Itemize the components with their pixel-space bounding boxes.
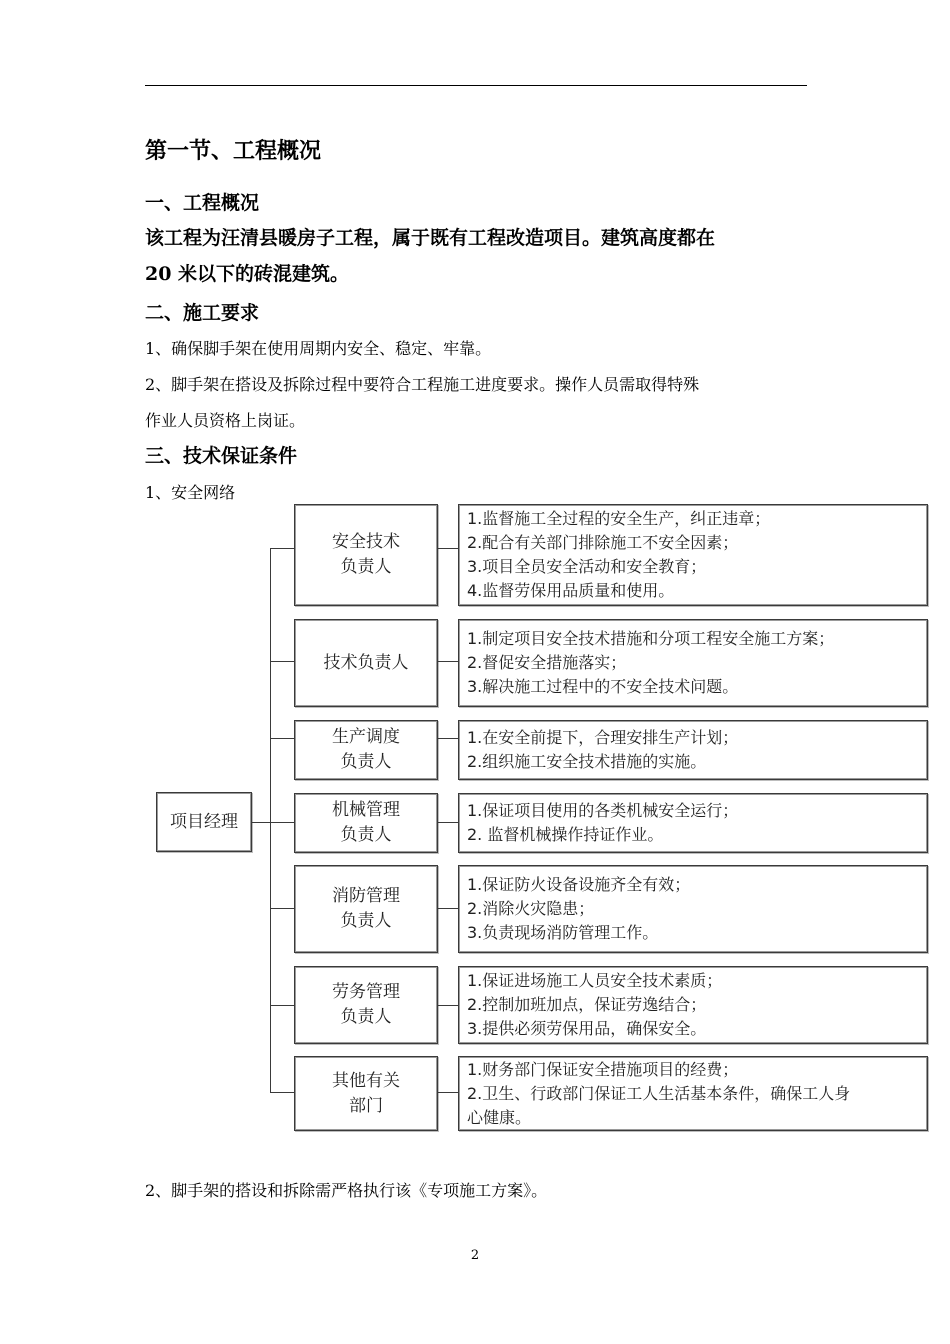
duty-item: 2.组织施工安全技术措施的实施。	[467, 752, 707, 771]
connector	[270, 1005, 294, 1006]
role-box-fire	[294, 865, 438, 953]
guarantee-item-2: 2、脚手架的搭设和拆除需严格执行该《专项施工方案》。	[145, 1181, 548, 1200]
duty-box-labor	[458, 966, 928, 1044]
section-title: 第一节、工程概况	[145, 138, 322, 164]
duty-item: 1.监督施工全过程的安全生产，纠正违章；	[467, 509, 771, 528]
role-box-labor	[294, 966, 438, 1044]
duty-box-fire	[458, 865, 928, 953]
role-name-line: 劳务管理	[332, 982, 400, 1002]
requirement-item-2-line-1: 2、脚手架在搭设及拆除过程中要符合工程施工进度要求。操作人员需取得特殊	[145, 375, 700, 394]
role-box-safety-tech	[294, 504, 438, 606]
duty-item: 2.卫生、行政部门保证工人生活基本条件，确保工人身	[467, 1083, 851, 1103]
role-name-line: 负责人	[340, 911, 392, 931]
duty-item: 2. 监督机械操作持证作业。	[467, 825, 664, 844]
role-box-machinery	[294, 793, 438, 853]
duty-item: 1.保证项目使用的各类机械安全运行；	[467, 801, 739, 820]
connector	[270, 548, 294, 549]
duty-item: 1.保证进场施工人员安全技术素质；	[467, 971, 723, 990]
role-name-line: 技术负责人	[323, 652, 409, 673]
duty-item: 2.配合有关部门排除施工不安全因素；	[467, 533, 739, 552]
role-name-line: 负责人	[340, 752, 392, 772]
page-number: 2	[470, 1248, 480, 1263]
role-name-line: 安全技术	[332, 532, 400, 552]
guarantee-item-1: 1、安全网络	[145, 483, 236, 502]
duty-box-other	[458, 1056, 928, 1131]
connector	[270, 908, 294, 909]
duty-item: 4.监督劳保用品质量和使用。	[467, 581, 675, 600]
role-name-line: 其他有关	[332, 1070, 400, 1091]
role-name-line: 消防管理	[332, 886, 400, 906]
role-box-tech-lead	[294, 619, 438, 707]
duty-item: 2.控制加班加点，保证劳逸结合；	[467, 995, 707, 1014]
role-name-line: 部门	[349, 1095, 383, 1116]
connector	[438, 1005, 458, 1006]
role-box-other	[294, 1056, 438, 1131]
header-rule	[145, 85, 807, 86]
role-box-production	[294, 720, 438, 780]
connector	[251, 822, 271, 823]
org-root-label: 项目经理	[170, 811, 238, 832]
connector-trunk	[270, 548, 271, 1092]
role-name-line: 负责人	[340, 1007, 392, 1027]
connector	[438, 661, 458, 662]
duty-box-production	[458, 720, 928, 780]
heading-technical-guarantee: 三、技术保证条件	[145, 445, 298, 467]
duty-item: 1.制定项目安全技术措施和分项工程安全施工方案；	[467, 629, 835, 648]
duty-item: 3.负责现场消防管理工作。	[467, 923, 659, 942]
requirement-item-2-line-2: 作业人员资格上岗证。	[145, 411, 306, 430]
role-name-line: 生产调度	[332, 727, 400, 747]
duty-item: 3.项目全员安全活动和安全教育；	[467, 557, 707, 576]
role-name-line: 负责人	[340, 825, 392, 845]
duty-item: 1.在安全前提下，合理安排生产计划；	[467, 728, 739, 747]
duty-item: 3.提供必须劳保用品，确保安全。	[467, 1019, 707, 1038]
org-root-box	[156, 792, 252, 852]
overview-line-2: 20 米以下的砖混建筑。	[145, 263, 350, 285]
heading-requirements: 二、施工要求	[145, 302, 260, 324]
connector	[270, 661, 294, 662]
connector	[270, 822, 294, 823]
role-name-line: 负责人	[340, 557, 392, 577]
duty-box-safety-tech	[458, 504, 928, 606]
role-name-line: 机械管理	[332, 800, 400, 820]
duty-item: 1.保证防火设备设施齐全有效；	[467, 875, 691, 894]
connector	[438, 908, 458, 909]
connector	[438, 738, 458, 739]
duty-box-tech-lead	[458, 619, 928, 707]
connector	[438, 822, 458, 823]
connector	[270, 738, 294, 739]
heading-overview: 一、工程概况	[145, 192, 260, 214]
requirement-item-1: 1、确保脚手架在使用周期内安全、稳定、牢靠。	[145, 339, 492, 358]
duty-item: 心健康。	[467, 1107, 532, 1127]
connector	[438, 548, 458, 549]
duty-item: 1.财务部门保证安全措施项目的经费；	[467, 1059, 739, 1079]
duty-item: 3.解决施工过程中的不安全技术问题。	[467, 677, 739, 696]
overview-line-1: 该工程为汪清县暖房子工程，属于既有工程改造项目。建筑高度都在	[145, 227, 716, 249]
connector	[438, 1092, 458, 1093]
duty-box-machinery	[458, 793, 928, 853]
connector	[270, 1092, 294, 1093]
duty-item: 2.督促安全措施落实；	[467, 653, 627, 672]
duty-item: 2.消除火灾隐患；	[467, 899, 595, 918]
